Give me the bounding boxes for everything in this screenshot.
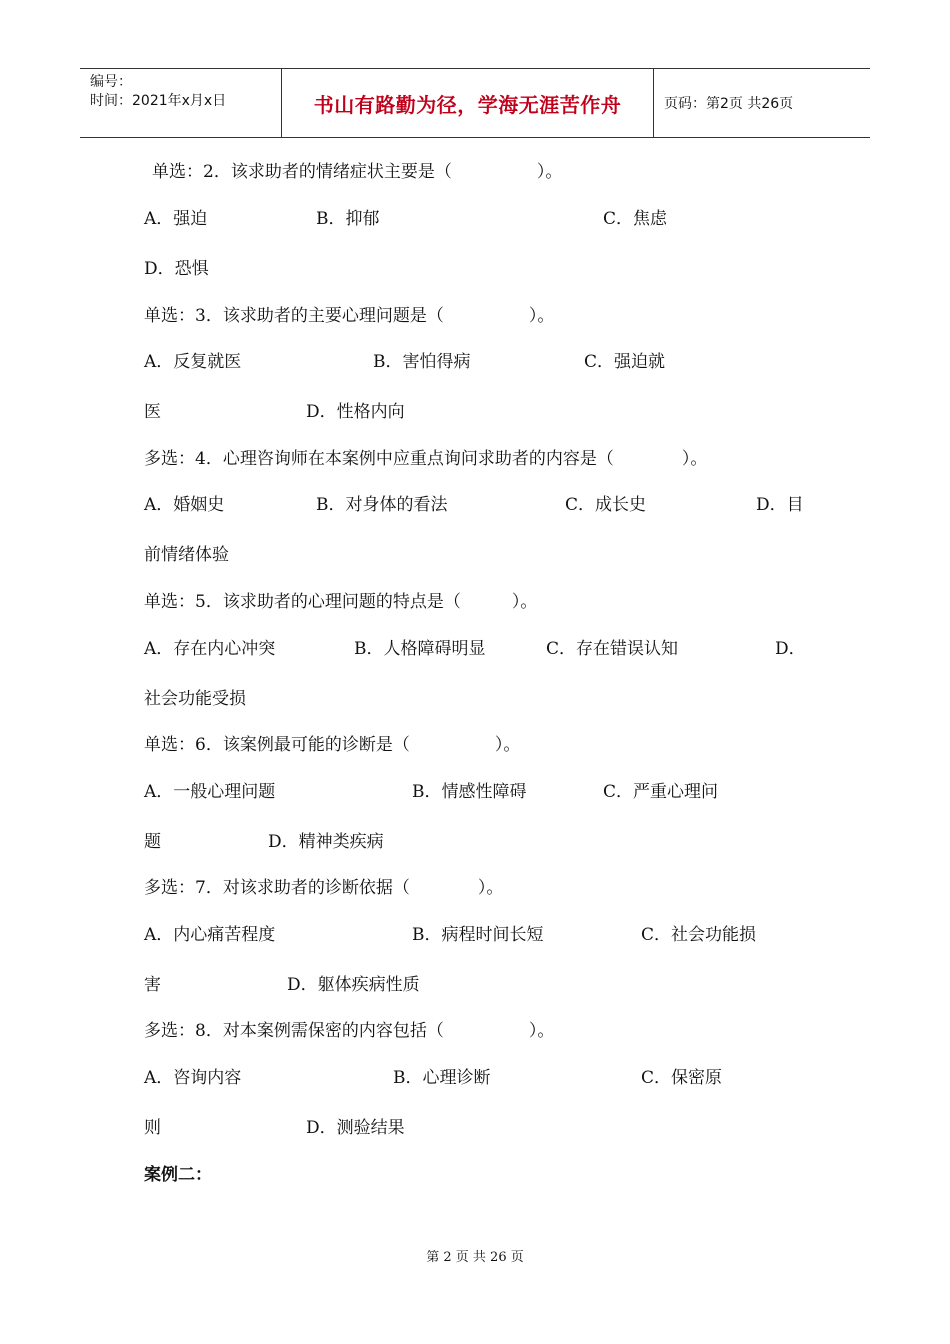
option: D．恐惧 [144,259,209,279]
option: C．严重心理问 [603,782,719,802]
header-motto: 书山有路勤为径，学海无涯苦作舟 [313,92,622,117]
option: C．焦虑 [603,209,668,229]
option: 前情绪体验 [144,545,229,565]
option: D．躯体疾病性质 [287,975,420,995]
option: A．存在内心冲突 [144,639,276,659]
option: C．保密原 [641,1068,723,1088]
page-header [80,68,870,138]
option: B．对身体的看法 [316,495,448,515]
option: 医 [144,402,161,422]
option: A．强迫 [144,209,208,229]
option: 题 [144,832,161,852]
option: B．害怕得病 [373,352,471,372]
question-stem: 单选：3．该求助者的主要心理问题是（ ）。 [144,306,555,326]
option: D．精神类疾病 [268,832,384,852]
number-label: 编号： [90,74,132,90]
time-label: 时间：2021年x月x日 [90,93,227,109]
header-page-info: 页码：第2页 共26页 [664,96,794,112]
option: B．情感性障碍 [412,782,527,802]
question-stem: 多选：7．对该求助者的诊断依据（ ）。 [144,878,504,898]
page-footer: 第 2 页 共 26 页 [426,1250,524,1265]
option: A．反复就医 [144,352,242,372]
option: B．病程时间长短 [412,925,544,945]
option: A．一般心理问题 [144,782,276,802]
option: 社会功能受损 [144,689,246,709]
option: 害 [144,975,161,995]
option: B．人格障碍明显 [354,639,486,659]
header-meta [80,69,282,137]
question-stem: 单选：6．该案例最可能的诊断是（ ）。 [144,735,521,755]
option: D．测验结果 [306,1118,405,1138]
header-motto-cell [282,69,654,137]
question-stem: 单选：2．该求助者的情绪症状主要是（ ）。 [152,162,563,182]
section-title: 案例二： [144,1165,212,1185]
option: C．社会功能损 [641,925,757,945]
question-stem: 多选：4．心理咨询师在本案例中应重点询问求助者的内容是（ ）。 [144,449,708,469]
option: D．目 [756,495,804,515]
option: C．强迫就 [584,352,666,372]
option: B．心理诊断 [393,1068,491,1088]
option: C．成长史 [565,495,647,515]
question-stem: 多选：8．对本案例需保密的内容包括（ ）。 [144,1021,555,1041]
option: A．咨询内容 [144,1068,242,1088]
question-stem: 单选：5．该求助者的心理问题的特点是（ ）。 [144,592,538,612]
option: B．抑郁 [316,209,380,229]
option: A．内心痛苦程度 [144,925,276,945]
option: D．性格内向 [306,402,405,422]
option: D． [775,639,806,659]
option: A．婚姻史 [144,495,225,515]
option: 则 [144,1118,161,1138]
option: C．存在错误认知 [546,639,679,659]
